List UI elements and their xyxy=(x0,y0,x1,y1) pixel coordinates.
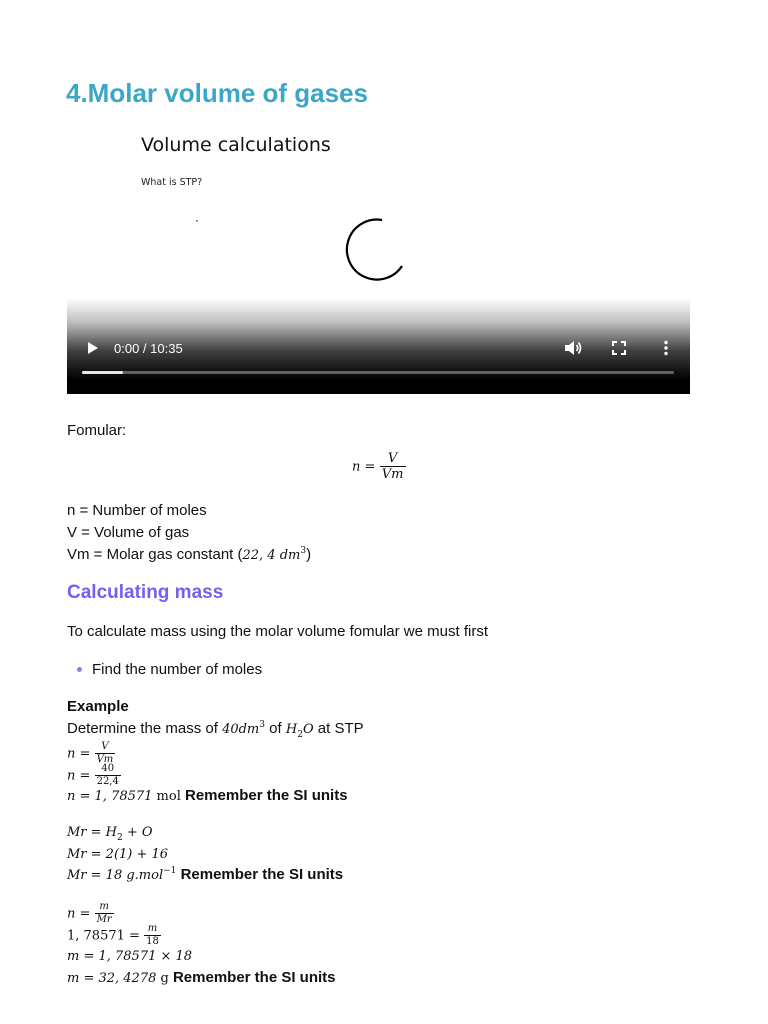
video-frame-dot xyxy=(196,220,198,222)
step1-line2 xyxy=(67,764,121,787)
section-heading-calculating-mass: Calculating mass xyxy=(67,582,224,603)
definition-vm-close: ) xyxy=(306,546,312,563)
fullscreen-icon[interactable] xyxy=(612,341,626,355)
step2-line1-math: Mr = H xyxy=(67,825,118,840)
step3-line2-fraction xyxy=(144,924,161,947)
step1-line3-math: n = 1, 78571 xyxy=(67,789,153,804)
step1-line2-den: 22,4 xyxy=(96,776,119,787)
step1-line3 xyxy=(67,787,348,804)
more-options-icon[interactable] xyxy=(663,340,669,356)
video-frame-title: Volume calculations xyxy=(141,134,331,156)
video-controls-bar xyxy=(67,298,690,394)
step2-line1-sub: 2 xyxy=(117,833,123,843)
step1-line2-fraction xyxy=(95,764,121,787)
definition-vm-math: 22, 4 dm xyxy=(242,548,301,563)
step2-line3 xyxy=(67,866,343,883)
step3-line3-math: m = 1, 78571 × 18 xyxy=(67,949,193,964)
step3-line4 xyxy=(67,969,336,986)
definition-n: n = Number of moles xyxy=(67,502,207,519)
formula-lhs: n xyxy=(352,459,361,475)
example-of: of xyxy=(265,720,286,737)
step1-line2-lhs: n = xyxy=(67,768,91,784)
bullet-marker xyxy=(77,667,82,672)
play-icon[interactable] xyxy=(85,340,99,356)
step1-line1-den: Vm xyxy=(96,754,114,765)
video-player[interactable] xyxy=(67,122,690,394)
definition-vm xyxy=(67,546,311,563)
step3-line4-unit: g xyxy=(156,971,173,986)
step3-line1-den: Mr xyxy=(96,914,112,925)
step3-line1-fraction xyxy=(95,902,114,925)
page-title: 4.Molar volume of gases xyxy=(66,78,368,108)
definition-v: V = Volume of gas xyxy=(67,524,190,541)
step3-line2-lhs: 1, 78571 = xyxy=(67,928,140,944)
example-question xyxy=(67,720,364,740)
step3-line1 xyxy=(67,902,114,925)
definition-vm-text: Vm = Molar gas constant ( xyxy=(67,546,243,563)
example-substance-sub: 2 xyxy=(297,730,303,740)
step2-line1 xyxy=(67,823,153,843)
formula-numerator: V xyxy=(380,452,406,467)
example-substance-end: O xyxy=(302,722,314,737)
example-substance: H xyxy=(285,722,298,737)
step2-line3-note: Remember the SI units xyxy=(176,866,344,883)
step1-line3-note: Remember the SI units xyxy=(185,787,348,804)
intro-text: To calculate mass using the molar volume fomular we must first xyxy=(67,623,488,640)
step2-line2 xyxy=(67,845,168,862)
step3-line2-den: 18 xyxy=(146,936,159,947)
example-prefix: Determine the mass of xyxy=(67,720,223,737)
step2-line3-math: Mr = 18 g.mol xyxy=(67,868,164,883)
video-time-display: 0:00 / 10:35 xyxy=(114,341,183,356)
example-label: Example xyxy=(67,698,129,715)
step1-line1-num: V xyxy=(95,742,116,754)
loading-spinner-icon xyxy=(341,214,407,284)
step3-line1-num: m xyxy=(95,902,114,914)
example-volume: 40dm xyxy=(222,722,260,737)
step3-line2-num: m xyxy=(144,924,161,936)
video-buffer-bar xyxy=(82,371,123,374)
formula-fraction xyxy=(380,452,406,481)
main-formula xyxy=(352,452,406,481)
step1-line3-unit: mol xyxy=(152,789,185,804)
step3-line3 xyxy=(67,947,192,964)
step1-line1-fraction xyxy=(95,742,116,765)
formula-label: Fomular: xyxy=(67,422,127,439)
step2-line1-end: + O xyxy=(122,825,153,840)
formula-eq: = xyxy=(364,459,376,475)
volume-icon[interactable] xyxy=(564,340,582,356)
definition-vm-sup: 3 xyxy=(300,546,307,556)
video-frame-subtitle: What is STP? xyxy=(141,177,203,188)
step2-line3-sup: −1 xyxy=(163,866,177,876)
step3-line4-math: m = 32, 4278 xyxy=(67,971,157,986)
step3-line1-lhs: n = xyxy=(67,906,91,922)
formula-denominator: Vm xyxy=(381,467,404,482)
step1-line1 xyxy=(67,742,115,765)
example-suffix: at STP xyxy=(313,720,364,737)
step1-line1-lhs: n = xyxy=(67,746,91,762)
step2-line2-math: Mr = 2(1) + 16 xyxy=(67,847,169,862)
step3-line2 xyxy=(67,924,161,947)
video-progress-track[interactable] xyxy=(82,371,674,374)
step1-line2-num: 40 xyxy=(95,764,121,776)
bullet-item: Find the number of moles xyxy=(92,661,263,678)
step3-line4-note: Remember the SI units xyxy=(172,969,336,986)
example-volume-sup: 3 xyxy=(259,720,265,730)
